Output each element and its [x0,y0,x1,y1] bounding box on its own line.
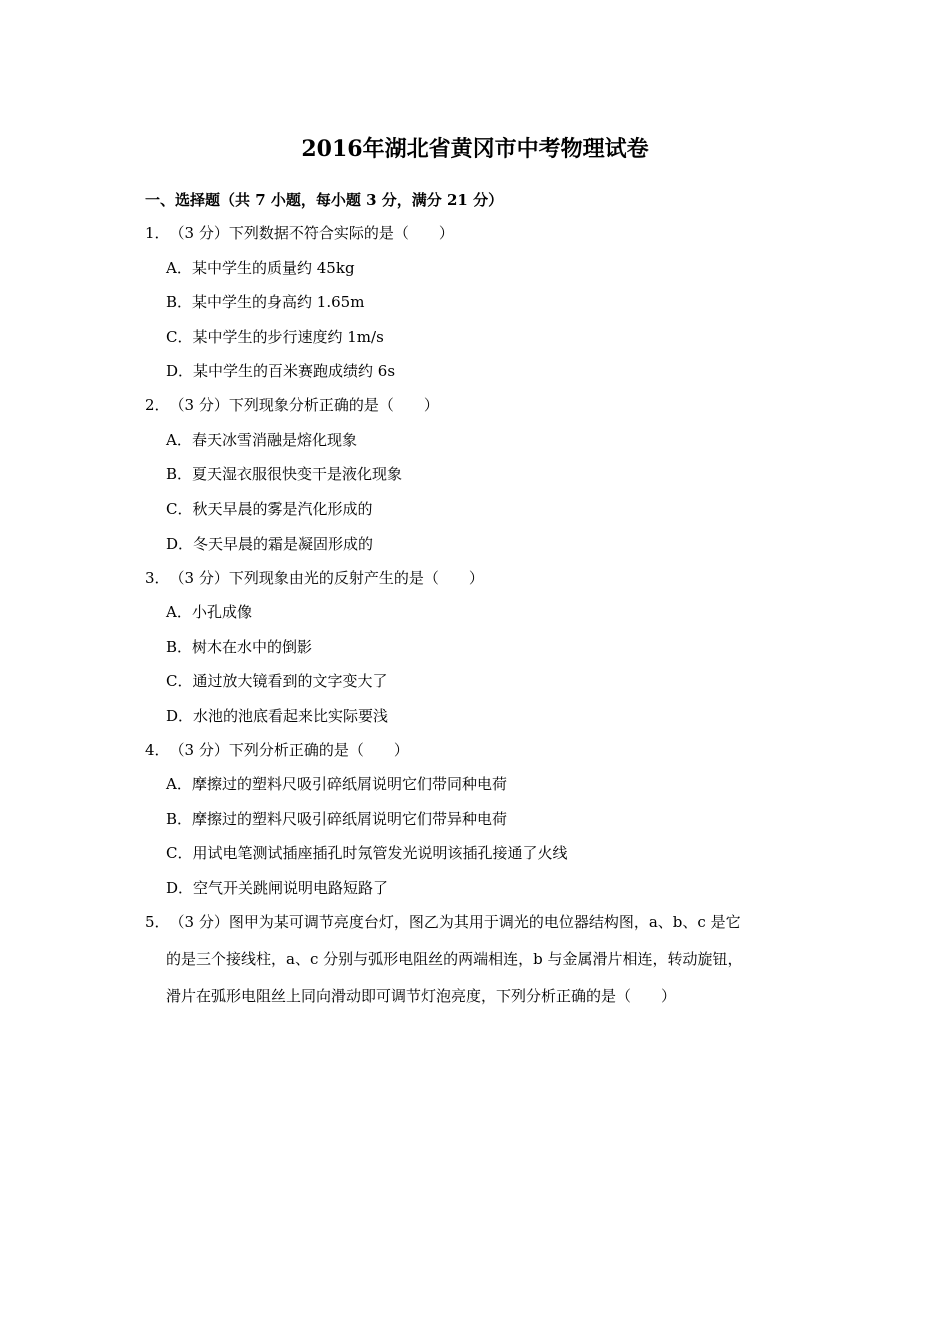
option-label: D． [166,535,194,553]
q4-option-a [166,772,507,796]
option-text: 春天冰雪消融是熔化现象 [192,431,358,449]
question-number: 1． [145,224,170,242]
option-text: 摩擦过的塑料尺吸引碎纸屑说明它们带同种电荷 [192,775,508,793]
option-label: D． [166,879,194,897]
question-number: 5． [145,913,170,931]
q4-option-b [166,807,507,831]
q1-option-b [166,290,364,314]
option-text: 摩擦过的塑料尺吸引碎纸屑说明它们带异种电荷 [192,810,508,828]
question-1 [145,221,454,245]
q3-option-d [166,704,388,728]
option-label: C． [166,500,193,518]
option-label: B． [166,465,193,483]
option-label: B． [166,638,193,656]
q3-option-a [166,600,252,624]
question-stem: （3 分）图甲为某可调节亮度台灯，图乙为其用于调光的电位器结构图，a、b、c 是它 [169,913,741,931]
option-text: 某中学生的身高约 1.65m [192,293,365,311]
question-3 [145,566,484,590]
question-2 [145,393,439,417]
q5-stem-line-2: 的是三个接线柱，a、c 分别与弧形电阻丝的两端相连，b 与金属滑片相连，转动旋钮， [166,950,743,968]
q4-option-c [166,841,568,865]
option-label: A． [166,431,192,449]
option-label: C． [166,672,193,690]
option-label: A． [166,603,192,621]
option-label: A． [166,775,192,793]
question-stem: （3 分）下列现象由光的反射产生的是（ ） [169,569,484,587]
option-label: D． [166,707,194,725]
option-label: C． [166,328,193,346]
question-stem: （3 分）下列数据不符合实际的是（ ） [169,224,454,242]
option-text: 用试电笔测试插座插孔时氖管发光说明该插孔接通了火线 [192,844,568,862]
q4-option-d [166,876,388,900]
q3-option-c [166,669,388,693]
option-text: 夏天湿衣服很快变干是液化现象 [192,465,403,483]
page-title: 2016年湖北省黄冈市中考物理试卷 [301,136,649,162]
option-text: 小孔成像 [192,603,253,621]
q2-option-d [166,532,373,556]
q2-option-b [166,462,402,486]
option-label: B． [166,810,193,828]
question-stem: （3 分）下列现象分析正确的是（ ） [169,396,439,414]
option-label: C． [166,844,193,862]
question-number: 2． [145,396,170,414]
option-text: 空气开关跳闸说明电路短路了 [193,879,389,897]
option-text: 某中学生的质量约 45kg [192,259,355,277]
option-text: 通过放大镜看到的文字变大了 [192,672,388,690]
option-text: 某中学生的步行速度约 1m/s [192,328,384,346]
option-text: 某中学生的百米赛跑成绩约 6s [193,362,396,380]
question-number: 3． [145,569,170,587]
option-label: B． [166,293,193,311]
question-5 [145,910,741,934]
option-label: A． [166,259,192,277]
option-label: D． [166,362,194,380]
question-number: 4． [145,741,170,759]
option-text: 水池的池底看起来比实际要浅 [193,707,389,725]
q1-option-c [166,325,384,349]
question-4 [145,738,409,762]
q1-option-a [166,256,355,280]
question-stem: （3 分）下列分析正确的是（ ） [169,741,409,759]
q2-option-a [166,428,357,452]
q5-stem-line-3: 滑片在弧形电阻丝上同向滑动即可调节灯泡亮度，下列分析正确的是（ ） [166,987,677,1005]
q1-option-d [166,359,395,383]
q3-option-b [166,635,312,659]
section-heading: 一、选择题（共 7 小题，每小题 3 分，满分 21 分） [145,191,504,209]
option-text: 秋天早晨的雾是汽化形成的 [192,500,373,518]
q2-option-c [166,497,373,521]
option-text: 冬天早晨的霜是凝固形成的 [193,535,374,553]
option-text: 树木在水中的倒影 [192,638,313,656]
